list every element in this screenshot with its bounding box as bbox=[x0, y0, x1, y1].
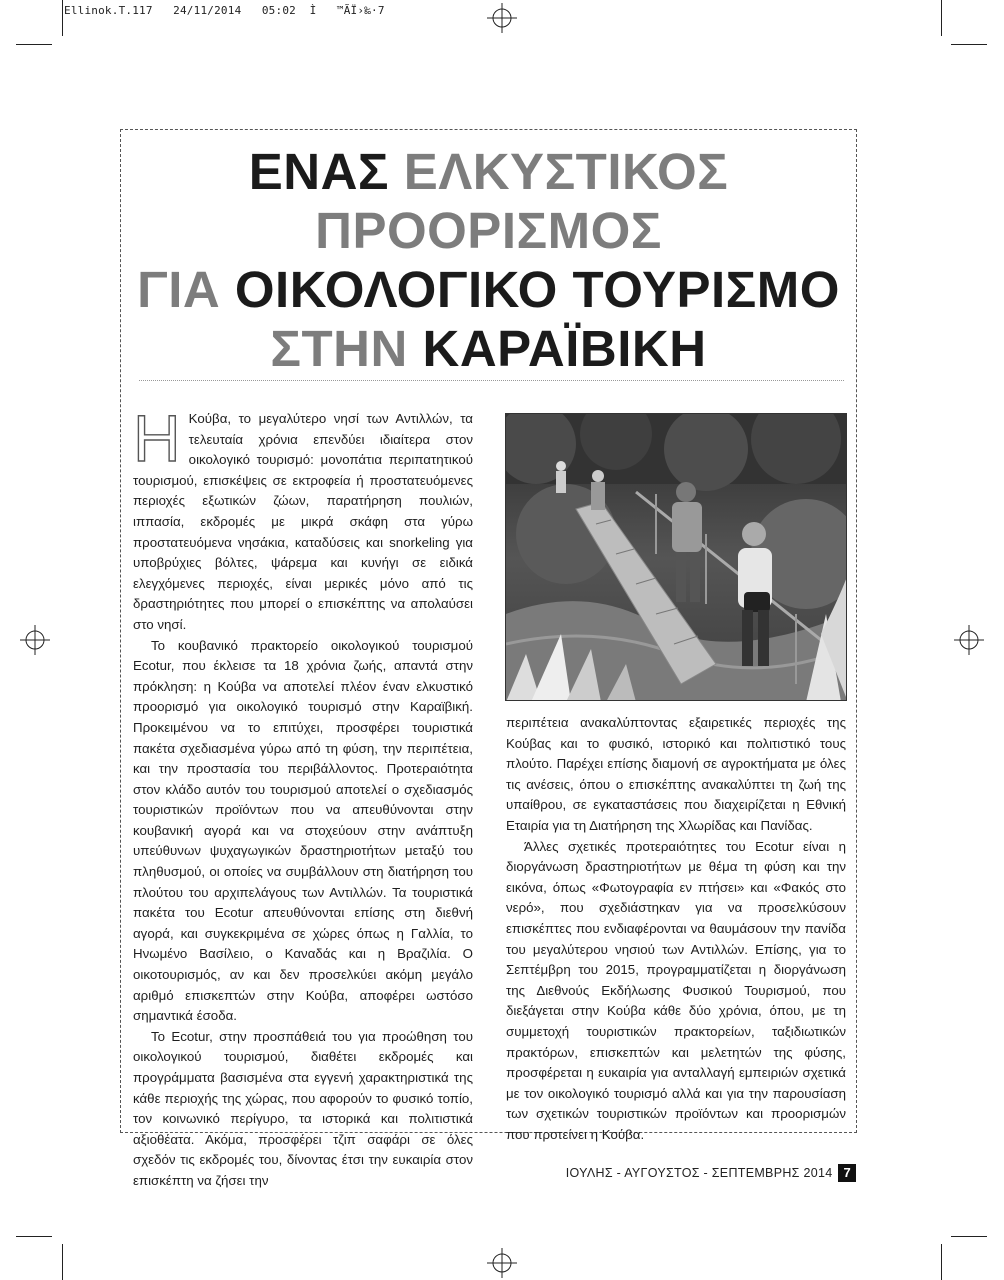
issue-label: ΙΟΥΛΗΣ - ΑΥΓΟΥΣΤΟΣ - ΣΕΠΤΕΜΒΡΗΣ 2014 bbox=[565, 1166, 833, 1180]
crop-mark-tl-v bbox=[62, 0, 63, 36]
registration-mark-right bbox=[954, 625, 984, 655]
registration-mark-left bbox=[20, 625, 50, 655]
title-divider bbox=[139, 380, 844, 381]
title-line-1: ΕΝΑΣ ΕΛΚΥΣΤΙΚΟΣ bbox=[248, 143, 729, 200]
registration-mark-top bbox=[487, 3, 517, 33]
crop-mark-tr-h bbox=[951, 44, 987, 45]
hikers-photo bbox=[505, 413, 847, 701]
body-paragraph: Το κουβανικό πρακτορείο οικολογικού τουρισμού Ecotur, που έκλεισε τα 18 χρόνια ζωής, απαντά στην πρόκληση: η Κούβα να αποτελεί πλέον έναν ελκυστικό προορισμό για οικολογικό τουρισμό στην Καραϊβική. Προκειμένου να το επιτύχει, προσφέρει τουριστικά πακέτα σχεδιασμένα γύρω από τη φύση, την περιπέτεια, και την προστασία του περιβάλλοντος. Προτεραιότητα στον κλάδο αυτόν του τουρισμού αποτελεί ο σχεδιασμός τουριστικών προϊόντων που να απευθύνονται στην κουβανική αγορά και να στοχεύουν στην ανάπτυξη υπεύθυνων ψυχαγωγικών δραστηριοτήτων μεταξύ του πληθυσμού, οι οποίες να συμβάλλουν στη διατήρηση του πλούτου του αρχιπελάγους των Αντιλλών. Τα τουριστικά πακέτα του Ecotur απευθύνονται επίσης στη διεθνή αγορά, και συγκεκριμένα σε χώρες όπως η Γαλλία, το Ηνωμένο Βασίλειο, ο Καναδάς και η Βραζιλία. Ο οικοτουρισμός, αν και δεν προσελκύει ακόμη μεγάλο αριθμό επισκεπτών στην Κούβα, αποφέρει ωστόσο σημαντικά έσοδα. bbox=[133, 637, 473, 1024]
crop-mark-br-v bbox=[941, 1244, 942, 1280]
crop-mark-tl-h bbox=[16, 44, 52, 45]
title-line-2: ΠΡΟΟΡΙΣΜΟΣ bbox=[315, 202, 662, 259]
title-line-3: ΓΙΑ ΟΙΚΟΛΟΓΙΚΟ ΤΟΥΡΙΣΜΟ bbox=[137, 261, 840, 318]
article-title bbox=[121, 142, 856, 378]
title-line-4: ΣΤΗΝ ΚΑΡΑΪΒΙΚΗ bbox=[270, 320, 707, 377]
article-column-left bbox=[133, 401, 473, 1192]
page-number: 7 bbox=[838, 1164, 856, 1182]
body-paragraph: περιπέτεια ανακαλύπτοντας εξαιρετικές περιοχές της Κούβας και το φυσικό, ιστορικό και πολιτιστικό τους πλούτο. Παρέχει επίσης διαμονή σε αγροκτήματα με όλες τις ανέσεις, όπου ο επισκέπτης ανακαλύπτει τη ζωή της υπαίθρου, σε εγκαταστάσεις που διαχειρίζεται η Εθνική Εταιρία για τη Διατήρηση της Χλωρίδας και Πανίδας. bbox=[506, 715, 846, 833]
page-footer bbox=[566, 1164, 856, 1182]
crop-mark-br-h bbox=[951, 1236, 987, 1237]
crop-mark-bl-v bbox=[62, 1244, 63, 1280]
body-paragraph: Το Ecotur, στην προσπάθειά του για προώθηση του οικολογικού τουρισμού, διαθέτει εκδρομές και προγράμματα βασισμένα στα εγγενή χαρακτηριστικά της κάθε περιοχής της χώρας, που αφορούν το φυσικό τοπίο, τον κοινωνικό περίγυρο, τα ιστορικά και πολιτιστικά αξιοθέατα. Ακόμα, προσφέρει τζιπ σαφάρι σε όλες σχεδόν τις εκδρομές του, δίνοντας έτσι την ευκαιρία στον επισκέπτη να ζήσει την bbox=[133, 1028, 473, 1188]
article-column-right bbox=[506, 713, 846, 1145]
registration-mark-bottom bbox=[487, 1248, 517, 1278]
body-paragraph: Η Κούβα, το μεγαλύτερο νησί των Αντιλλών, τα τελευταία χρόνια επενδύει ιδιαίτερα στον οικολογικό τουρισμό: μονοπάτια περιπατητικού τουρισμού, επισκέψεις σε εκτροφεία ή προστατευόμενες περιοχές εξωτικών ζώων, παρατήρηση πουλιών, ιππασία, εκδρομές με μικρά σκάφη στα γύρω προστατευόμενα νησάκια, καταδύσεις και snorkeling για υποβρύχιες βόλτες, ψάρεμα και κυνήγι σε ειδικά ελεγχόμενες περιοχές, είναι μερικές μόνο από τις δραστηριότητες που μπορεί ο επισκέπτης να απολαύσει στο νησί. bbox=[133, 401, 473, 632]
printer-slug: Ellinok.T.117 24/11/2014 05:02 Ì ™ÃÏ›‰·7 bbox=[64, 4, 385, 17]
hikers-photo-illustration bbox=[506, 414, 847, 701]
body-paragraph: Άλλες σχετικές προτεραιότητες του Ecotur είναι η διοργάνωση δραστηριοτήτων με θέμα τη φύση και την εικόνα, όπως «Φωτογραφία εν πτήσει» και «Φακός στο νερό», που σχεδιάστηκαν για να προσελκύσουν επισκέπτες που ενδιαφέρονται να θαυμάσουν την πανίδα του μεγαλύτερου νησιού των Αντιλλών. Επίσης, για το Σεπτέμβρη του 2015, προγραμματίζεται η διοργάνωση της Διεθνούς Εκδήλωσης Φυσικού Τουρισμού, που διεξάγεται στην Κούβα κάθε δύο χρόνια, όπου, με τη συμμετοχή τουριστικών πρακτορείων, ταξιδιωτικών πρακτόρων, επισκεπτών και μελετητών της φύσης, προσφέρεται η ευκαιρία για ανταλλαγή εμπειριών σχετικά με τον οικολογικό τουρισμό αλλά και για την παρουσίαση των σχετικών τουριστικών προϊόντων και προορισμών που προτείνει η Κούβα. bbox=[506, 838, 846, 1142]
drop-cap: Η bbox=[133, 401, 181, 475]
crop-mark-bl-h bbox=[16, 1236, 52, 1237]
crop-mark-tr-v bbox=[941, 0, 942, 36]
